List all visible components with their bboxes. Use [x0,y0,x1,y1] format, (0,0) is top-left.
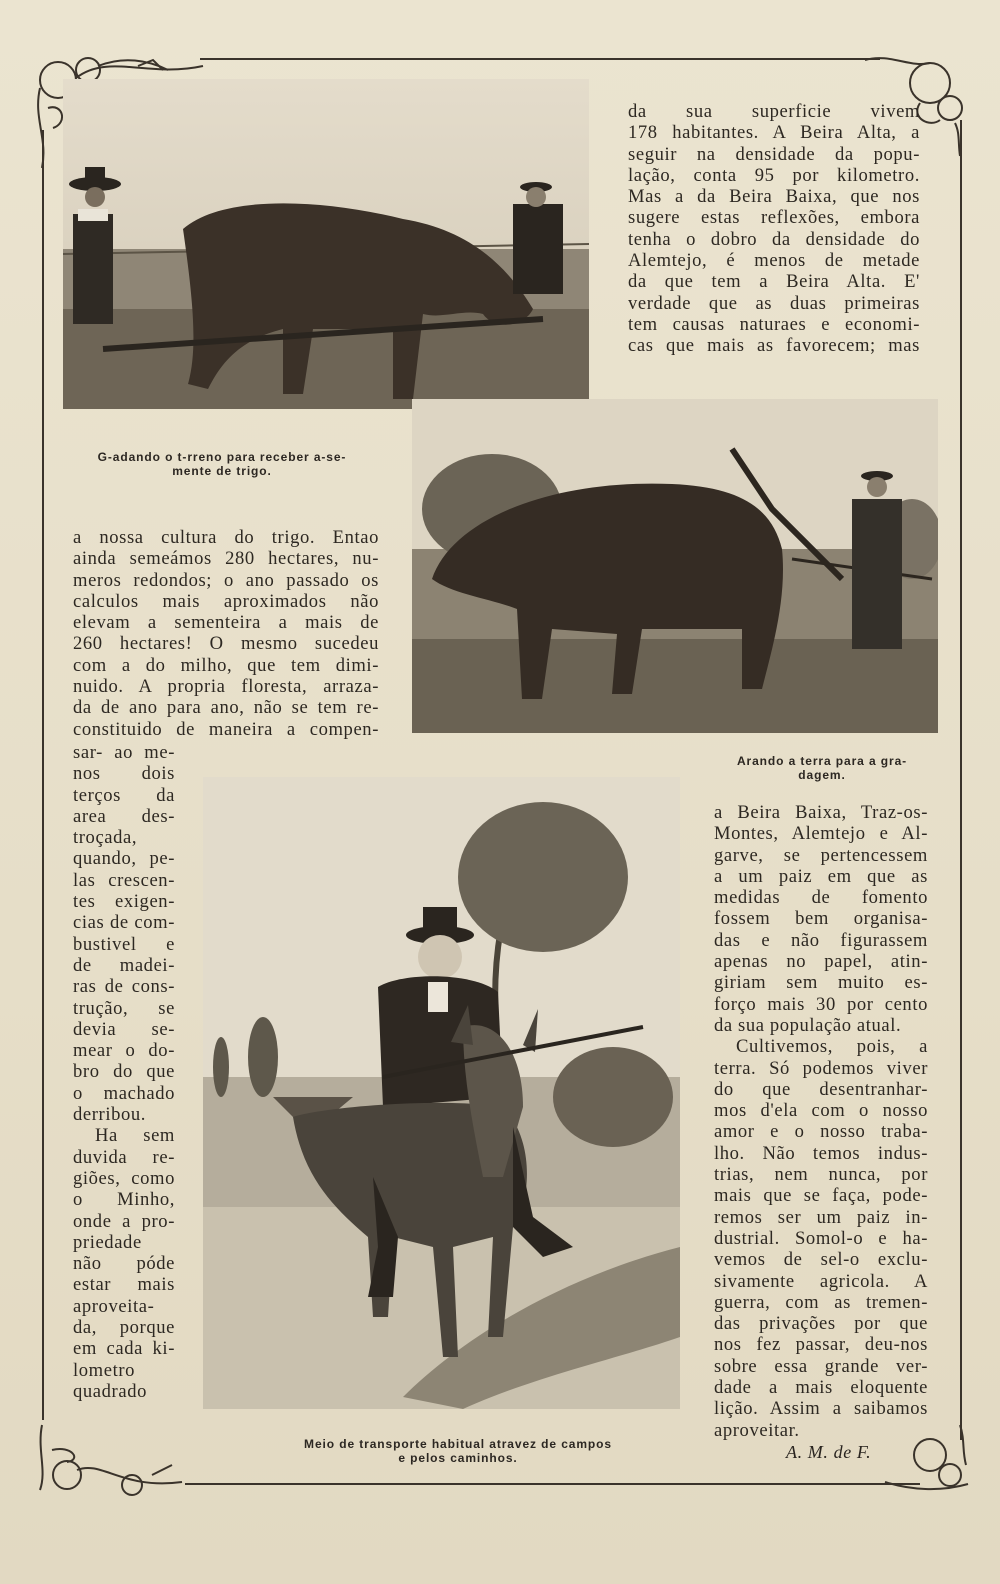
frame-bottom-line [185,1483,920,1485]
text-line: derribou. [73,1104,147,1126]
text-line: sar- ao me- [73,742,175,763]
text-line: com a do milho, que tem dimi- [73,654,379,676]
text-block-middle-left [73,527,379,740]
text-block-top-right [628,101,920,357]
text-line: Alemtejo, é menos de metade [628,250,920,272]
text-line: bro do que [73,1061,175,1083]
text-line: lho. Não temos indus- [714,1142,928,1164]
text-line: das privações por que [714,1313,928,1335]
text-line: nos dois [73,763,175,785]
frame-right-line [960,120,962,1440]
text-line: Montes, Alemtejo e Al- [714,823,928,845]
caption-harrowing [62,451,382,478]
text-line: amor e o nosso traba- [714,1121,928,1143]
text-line: tes exigen- [73,891,175,913]
text-line: sivamente agricola. A [714,1270,928,1292]
text-line: o Minho, [73,1189,175,1211]
caption-ploughing [712,755,932,782]
caption-line: Arando a terra para a gra- [736,754,908,768]
text-line: dade a mais eloquente [714,1377,928,1399]
text-line: quando, pe- [73,848,175,870]
text-line: da sua população atual. [714,1014,902,1036]
text-line: trias, nem nunca, por [714,1164,928,1186]
text-line: lição. Assim a saibamos [714,1398,928,1420]
text-line: cas que mais as favorecem; mas [628,335,920,357]
text-line: medidas de fomento [714,887,928,909]
photo-ploughing-oxen [412,399,938,733]
text-line: giriam sem muito es- [714,972,928,994]
text-line: aproveita- [73,1295,155,1317]
caption-donkey [258,1438,658,1465]
text-line: dustrial. Somol-o e ha- [714,1227,928,1249]
text-line: sugere estas reflexões, embora [628,207,920,229]
text-block-right-column [714,802,928,1441]
text-line: do que desentranhar- [714,1078,928,1100]
text-line: lação, conta 95 por kilometro. [628,164,920,186]
text-line: remos ser um paiz in- [714,1206,928,1228]
text-line: 178 habitantes. A Beira Alta, a [628,122,920,144]
text-line: das e não figurassem [714,929,928,951]
photo-harrowing-oxen [63,79,589,409]
text-line: devia se- [73,1018,175,1040]
caption-line: Meio de transporte habitual atravez de campos [304,1437,612,1451]
frame-left-line [42,130,44,1420]
text-line: da de ano para ano, não se tem re- [73,697,379,719]
text-line: sobre essa grande ver- [714,1355,928,1377]
caption-line: e pelos caminhos. [398,1450,518,1465]
photo-man-on-donkey [203,777,680,1409]
caption-line: dagem. [798,767,846,782]
text-line: mear o do- [73,1040,175,1062]
text-line: ras de cons- [73,976,175,998]
text-line: apenas no papel, atin- [714,951,928,973]
text-block-narrow-left [73,742,175,1402]
text-line: aproveitar. [714,1419,800,1441]
text-line: mos d'ela com o nosso [714,1100,928,1122]
corner-ornament-bottom-left [32,1420,192,1500]
text-line: tenha o dobro da densidade do [628,228,920,250]
text-line: de madei- [73,954,175,976]
text-line: vemos de sel-o exclu- [714,1249,928,1271]
text-line: o machado [73,1082,175,1104]
text-line: verdade que as duas primeiras [628,292,920,314]
text-line: Ha sem [95,1125,175,1147]
text-line: da, porque [73,1317,175,1339]
text-line: Mas a da Beira Baixa, que nos [628,186,920,208]
text-line: guerra, com as tremen- [714,1291,928,1313]
caption-line: mente de trigo. [172,463,272,478]
text-line: terra. Só podemos viver [714,1057,928,1079]
text-line: tem causas naturaes e economi- [628,313,920,335]
text-line: a Beira Baixa, Traz-os- [714,802,928,823]
text-line: nuido. A propria floresta, arraza- [73,676,379,698]
text-line: troçada, [73,827,138,849]
text-line: estar mais [73,1274,175,1296]
text-line: calculos mais aproximados não [73,590,379,612]
author-signature: A. M. de F. [786,1442,872,1462]
text-line: a um paiz em que as [714,865,928,887]
text-line: terços da [73,784,175,806]
text-line: lometro [73,1359,136,1381]
text-line: da sua superficie vivem [628,101,920,122]
text-line: não póde [73,1253,175,1275]
text-line: mais que se faça, pode- [714,1185,928,1207]
text-line: bustivel e [73,933,175,955]
text-line: trução, se [73,997,175,1019]
text-line: seguir na densidade da popu- [628,143,920,165]
text-line: area des- [73,805,175,827]
text-line: priedade [73,1231,142,1253]
text-line: ainda semeámos 280 hectares, nu- [73,548,379,570]
text-line: giões, como [73,1167,175,1189]
text-line: duvida re- [73,1146,175,1168]
text-line: las crescen- [73,869,175,891]
text-line: quadrado [73,1380,147,1402]
text-line: em cada ki- [73,1338,175,1360]
text-line: constituido de maneira a compen- [73,718,379,740]
text-line: fossem bem organisa- [714,908,928,930]
text-line: elevam a sementeira a mais de [73,612,379,634]
text-line: cias de com- [73,912,175,934]
text-line: forço mais 30 por cento [714,993,928,1015]
caption-line: G-adando o t-rreno para receber a-se- [97,450,347,464]
frame-top-line [200,58,880,60]
text-line: Cultivemos, pois, a [736,1036,928,1058]
text-line: nos fez passar, deu-nos [714,1334,928,1356]
text-line: meros redondos; o ano passado os [73,569,379,591]
text-line: onde a pro- [73,1210,175,1232]
text-line: da que tem a Beira Alta. E' [628,271,920,293]
text-line: 260 hectares! O mesmo sucedeu [73,633,379,655]
text-line: a nossa cultura do trigo. Entao [73,527,379,548]
text-line: garve, se pertencessem [714,844,928,866]
